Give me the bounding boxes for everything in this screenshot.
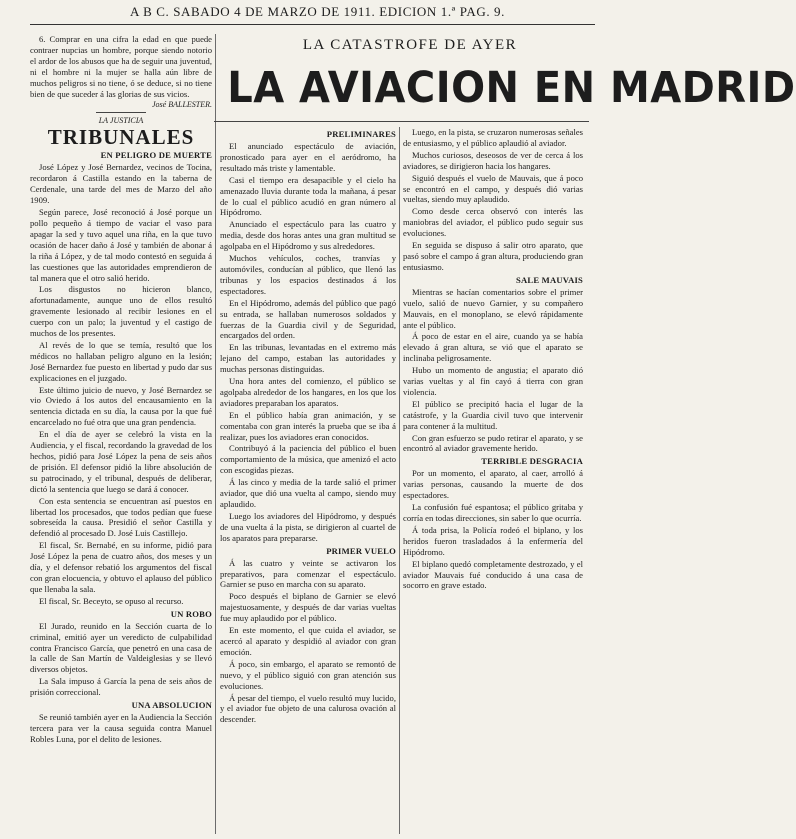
article-kicker: LA CATASTROFE DE AYER <box>302 37 518 53</box>
left-column <box>30 34 212 834</box>
paragraph: El biplano quedó completamente destrozado, y el aviador Mauvais fué conducido á una casa de socorro en grave estado. <box>403 558 583 591</box>
paragraph: La confusión fué espantosa; el público gritaba y corría en todas direcciones, sin saber lo que ocurría. <box>403 502 583 523</box>
paragraph: Siguió después el vuelo de Mauvais, que á poco se encontró en el campo, y después dió varias vueltas, siendo muy aplaudido. <box>403 172 583 205</box>
page-masthead: A B C. SABADO 4 DE MARZO DE 1911. EDICION 1.ª PAG. 9. <box>130 4 505 19</box>
paragraph: Los disgustos no hicieron blanco, afortunadamente, aunque uno de ellos resultó gravemente lesionado al recibir lesiones en el cuerpo con un palo; la juventud y el castigo de muchos de los presentes. <box>30 284 212 339</box>
paragraph: El fiscal, Sr. Beceyto, se opuso al recurso. <box>39 595 184 606</box>
paragraph: Hubo un momento de angustia; el aparato dió varias vueltas y al fin cayó á tierra con gran violencia. <box>403 365 583 397</box>
paragraph: En el público había gran animación, y se comentaba con gran interés la prueba que se iba á realizar, pues los aviadores eran conocidos. <box>220 409 396 442</box>
paragraph: Se reunió también ayer en la Audiencia la Sección tercera para ver la causa seguida contra Manuel Robles Luna, por el delito de lesiones. <box>30 712 212 744</box>
column-rule <box>215 34 216 834</box>
paragraph: Á las cuatro y veinte se activaron los preparativos, para comenzar el espectáculo. Garnier se puso en marcha con su aparato. <box>220 557 396 590</box>
subhead-sale-mauvais: SALE MAUVAIS <box>516 274 583 285</box>
paragraph: El Jurado, reunido en la Sección cuarta de lo criminal, emitió ayer un veredicto de culpabilidad contra Francisco García, que penetró en una casa de la calle de San Martín de Valdeiglesias y se llevó diversos objetos. <box>30 620 212 675</box>
section-divider <box>96 112 146 113</box>
paragraph: Como desde cerca observó con interés las maniobras del aviador, el público pudo seguir sus evoluciones. <box>403 206 583 239</box>
paragraph: Una hora antes del comienzo, el público se agolpaba alrededor de los hangares, en los que los aviadores preparaban los aparatos. <box>220 376 396 408</box>
paragraph: Este último juicio de nuevo, y José Bernardez se vio Oviedo á los autos del encausamiento en la sentencia dictada en su día, la causa por la que fué encarcelado no fué otra que una gran pendencia. <box>30 384 212 428</box>
column-rule <box>399 127 400 834</box>
paragraph: José López y José Bernardez, vecinos de Tocina, recordaron á Castilla estando en la taberna de Cerdenale, una tarde del mes de Marzo del año 1909. <box>30 162 212 206</box>
paragraph: Con esta sentencia se encuentran así puestos en libertad los procesados, que todos pedían que fuese sobreseída la causa. Presidió el señor Castilla y defendió al procesado D. José Luis Castillejo. <box>30 495 212 539</box>
paragraph: En este momento, el que cuida el aviador, se acercó al aparato y despidió al aviador con gran emoción. <box>220 625 396 657</box>
subhead-terrible-desgracia: TERRIBLE DESGRACIA <box>481 456 583 467</box>
item-6-text: 6. Comprar en una cifra la edad en que puede contraer nupcias un hombre, porque siendo notorio el ardor de los abusos que ha de seguir una juventud, ni el hombre ni la mujer se halla aún libre de muchos peligros si no tiene, ó se deduce, si no tiene bien de que suceder á las glorias de sus vicios. <box>30 34 212 99</box>
right-column <box>403 127 583 834</box>
item-6-signature: José BALLESTER. <box>152 100 212 110</box>
paragraph: Contribuyó á la paciencia del público el buen comportamiento de la música, que amenizó el acto con escogidas piezas. <box>220 443 396 476</box>
paragraph: El público se precipitó hacia el lugar de la catástrofe, y la Guardia civil tuvo que intervenir para contener á la multitud. <box>403 398 583 431</box>
paragraph: Muchos vehículos, coches, tranvías y automóviles, conducían al público, que llenó las tribunas y los espacios destinados á los espectadores. <box>220 253 396 296</box>
paragraph: Mientras se hacían comentarios sobre el primer vuelo, salió de nuevo Garnier, y su compañero Mauvais, en el monoplano, se elevó rápidamente ante el público. <box>403 286 583 330</box>
paragraph: Anunciado el espectáculo para las cuatro y media, desde dos horas antes una gran multitud se agolpaba en el Hipódromo y sus alrededores. <box>220 219 396 252</box>
paragraph: El fiscal, Sr. Bernabé, en su informe, pidió para José López la pena de cuatro años, dos meses y un día, y el defensor rebatió los argumentos del fiscal con gran elocuencia, y obtuvo el aplauso del público que llenaba la sala. <box>30 540 212 594</box>
paragraph: Luego los aviadores del Hipódromo, y después de una vuelta á la pista, se dirigieron al cuartel de los aparatos para prepararse. <box>220 510 396 543</box>
paragraph: Á poco de estar en el aire, cuando ya se había elevado á gran altura, se vió que el aparato se inclinaba peligrosamente. <box>403 331 583 364</box>
paragraph: El anunciado espectáculo de aviación, pronosticado para ayer en el aeródromo, ha resultado más triste y lamentable. <box>220 141 396 173</box>
paragraph: En las tribunas, levantadas en el extremo más lejano del campo, estaban las autoridades y muchas personas distinguidas. <box>220 342 396 375</box>
subhead-peligro-muerte: EN PELIGRO DE MUERTE <box>100 150 212 161</box>
paragraph: Á pesar del tiempo, el vuelo resultó muy lucido, y el aviador fue objeto de una calurosa ovación al descender. <box>220 692 396 725</box>
paragraph: En el Hipódromo, además del público que pagó su entrada, se hallaban numerosos soldados y fuerzas de la Guardia civil y de Seguridad, encargados del orden. <box>220 297 396 341</box>
subhead-un-robo: UN ROBO <box>170 608 212 619</box>
headline-rule <box>214 121 589 122</box>
paragraph: En seguida se dispuso á salir otro aparato, que pasó sobre el campo á gran altura, produciendo gran entusiasmo. <box>403 240 583 272</box>
paragraph: Con gran esfuerzo se pudo retirar el aparato, y se encontró al aviador gravemente herido. <box>403 432 583 454</box>
paragraph: Según parece, José reconoció á José porque un pollo pequeño á tiempo de vaciar el vaso para apagar la sed y tuvo aquel una riña, en la que tuvo ocasión de hacer daño á José y también de abonar á la riña á López, y de tal modo contestó en seguida á las cuestiones que las autoridades emprendieron de tal manera que el otro salió herido. <box>30 207 212 283</box>
middle-column <box>220 127 396 834</box>
paragraph: Á toda prisa, la Policía rodeó el biplano, y los heridos fueron trasladados á la enfermería del Hipódromo. <box>403 524 583 557</box>
paragraph: Casi el tiempo era desapacible y el cielo ha amenazado lluvia durante toda la mañana, á pesar de lo cual el público acudió en gran número al Hipódromo. <box>220 174 396 218</box>
section-title-tribunales: TRIBUNALES <box>47 125 195 150</box>
subhead-preliminares: PRELIMINARES <box>326 129 396 139</box>
paragraph: Poco después el biplano de Garnier se elevó majestuosamente, y después de dar varias vueltas fue muy aplaudido por el público. <box>220 591 396 624</box>
section-kicker: LA JUSTICIA <box>98 116 144 126</box>
subhead-primer-vuelo: PRIMER VUELO <box>326 545 396 556</box>
paragraph: Á las cinco y media de la tarde salió el primer aviador, que dió una vuelta al campo, siendo muy aplaudido. <box>220 477 396 509</box>
paragraph: Luego, en la pista, se cruzaron numerosas señales de entusiasmo, y el público aplaudió al aviador. <box>403 127 583 148</box>
paragraph: Á poco, sin embargo, el aparato se remontó de nuevo, y el público siguió con gran atención sus evoluciones. <box>220 658 396 691</box>
article-headline: LA AVIACION EN MADRID <box>227 63 796 113</box>
paragraph: Muchos curiosos, deseosos de ver de cerca á los aviadores, se dirigieron hacia los hangares. <box>403 149 583 171</box>
paragraph: La Sala impuso á García la pena de seis años de prisión correccional. <box>30 676 212 698</box>
paragraph: Por un momento, el aparato, al caer, arrolló á varias personas, causando la muerte de dos espectadores. <box>403 468 583 501</box>
subhead-una-absolucion: UNA ABSOLUCION <box>131 700 212 711</box>
masthead-rule <box>30 24 595 25</box>
paragraph: En el día de ayer se celebró la vista en la Audiencia, y el fiscal, recordando la gravedad de los hechos, pidió para José López la pena de seis años de prisión. El defensor pidió la libre absolución de su patrocinado, y el tribunal, después de deliberar, dictó la sentencia que luego se dará á conocer. <box>30 429 212 494</box>
paragraph: Al revés de lo que se temía, resultó que los médicos no hallaban peligro alguno en la lesión; José Bernardez fue puesto en libertad y pudo dar sus explicaciones en el juzgado. <box>30 339 212 383</box>
